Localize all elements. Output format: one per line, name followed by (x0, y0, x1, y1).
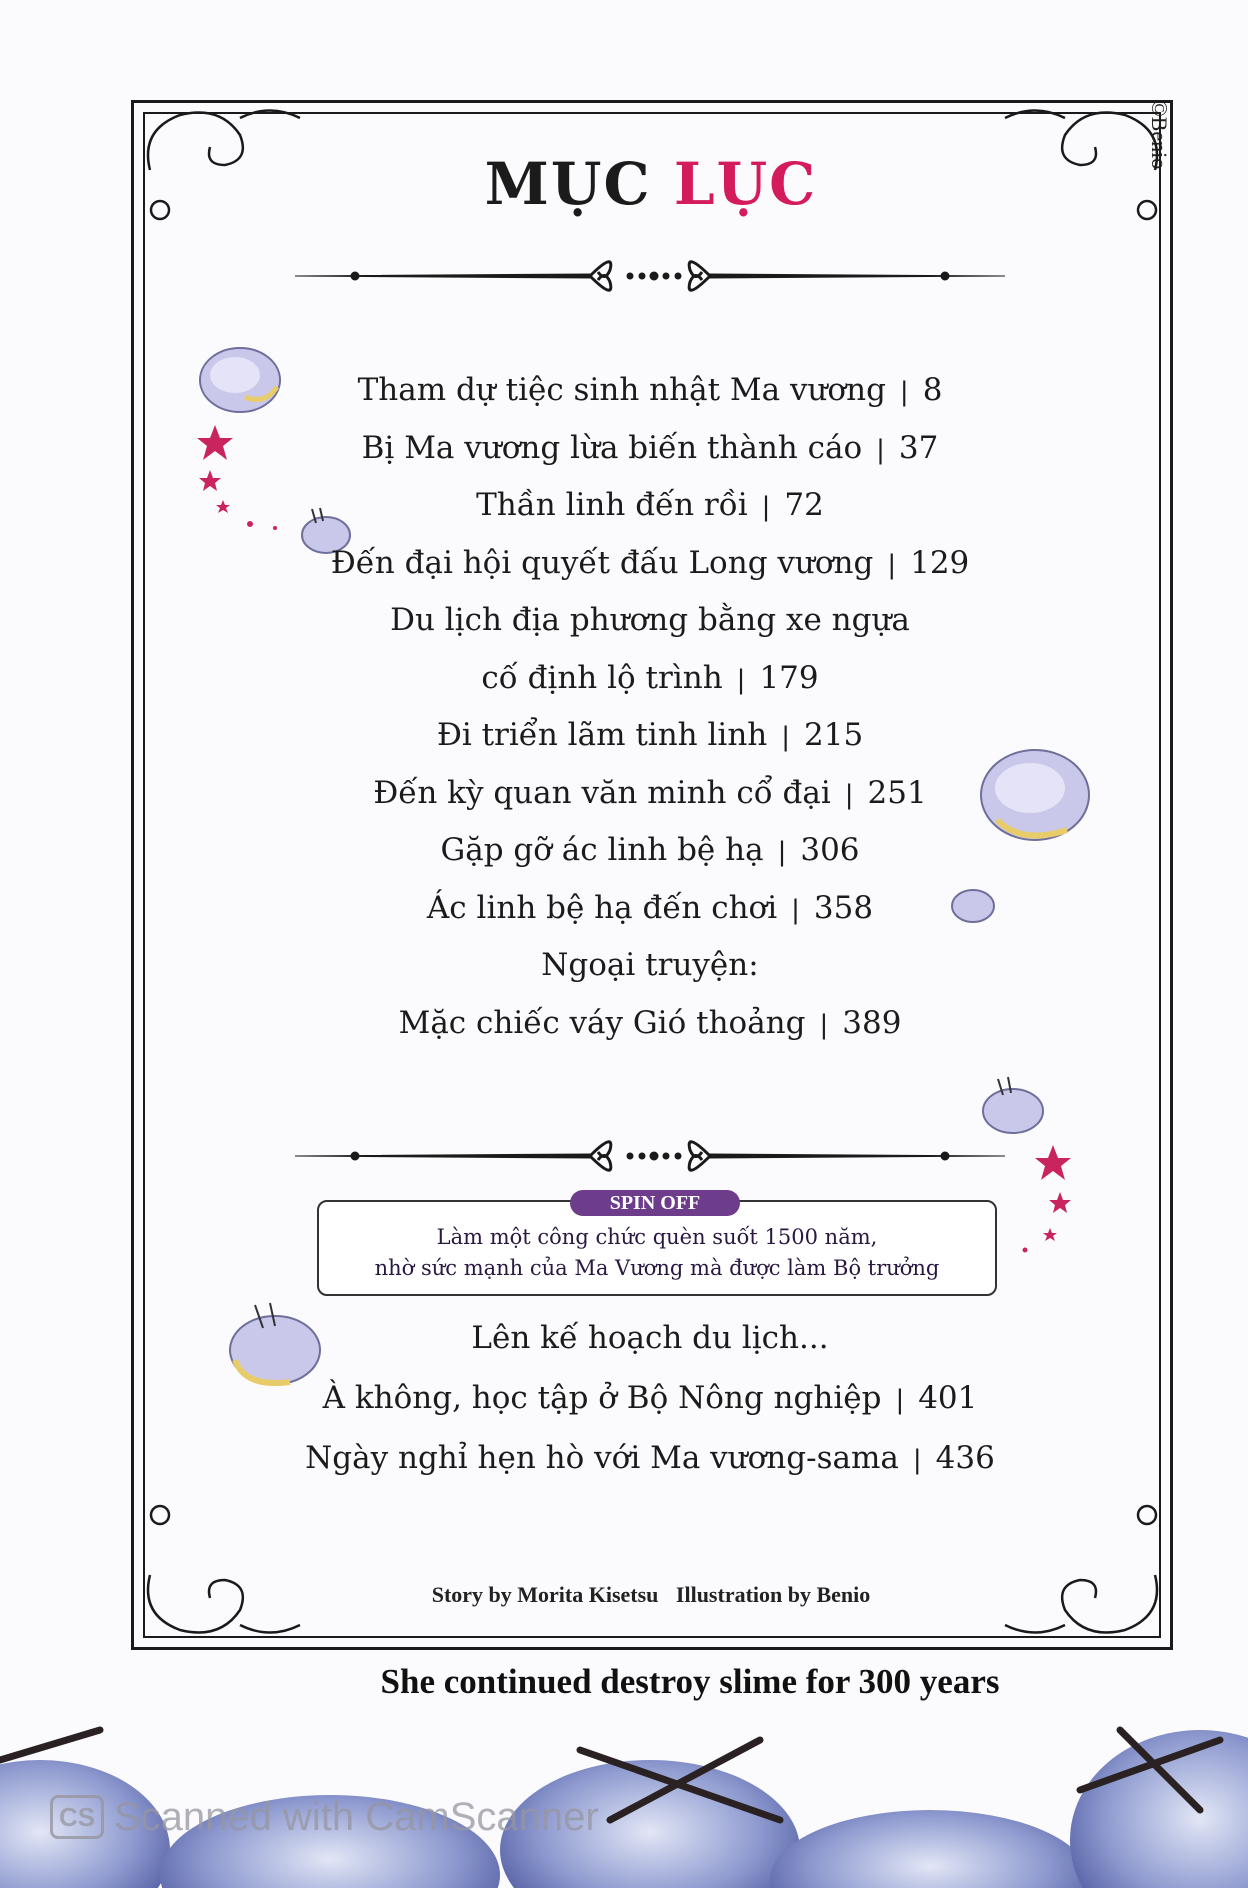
toc-entry[interactable] (240, 1368, 1060, 1428)
ornamental-divider-middle (290, 1130, 1010, 1180)
toc-separator: | (761, 492, 771, 522)
toc-entry-title: Đi triển lãm tinh linh (436, 717, 768, 753)
toc-separator: | (844, 779, 854, 810)
watermark-text: Scanned with CamScanner (114, 1794, 599, 1839)
star-trail-2 (1005, 1140, 1090, 1260)
toc-entry-title: Đến kỳ quan văn minh cổ đại (373, 774, 831, 811)
toc-separator: | (777, 837, 787, 867)
toc-entry[interactable] (240, 880, 1060, 938)
camscanner-logo-icon: CS (50, 1795, 104, 1839)
spin-off-line-2: nhờ sức mạnh của Ma Vương mà được làm Bộ trưởng (374, 1256, 940, 1280)
toc-entry[interactable] (240, 995, 1060, 1053)
toc-entry-page: 37 (898, 429, 939, 466)
toc-entry[interactable] (240, 1428, 1060, 1488)
spin-off-description (317, 1222, 997, 1284)
table-of-contents (240, 362, 1060, 1052)
toc-entry-title: Lên kế hoạch du lịch... (471, 1320, 829, 1356)
slime-illustration-5 (978, 1075, 1048, 1135)
toc-separator: | (791, 894, 800, 925)
credit-story: Story by Morita Kisetsu (431, 1582, 659, 1607)
toc-entry-title: À không, học tập ở Bộ Nông nghiệp (322, 1380, 882, 1416)
title-word-1: MỤC (484, 150, 652, 218)
toc-entry-page: 389 (842, 1004, 902, 1041)
toc-separator: | (912, 1445, 922, 1475)
toc-separator: | (736, 664, 746, 695)
toc-entry-page: 72 (784, 487, 824, 523)
toc-entry-title: Đến đại hội quyết đấu Long vương (330, 544, 874, 581)
credit-illustration: Illustration by Benio (675, 1582, 871, 1607)
tagline: She continued destroy slime for 300 years (380, 1662, 1000, 1701)
toc-separator: | (876, 434, 885, 465)
toc-entry-title: Du lịch địa phương bằng xe ngựa (390, 602, 910, 638)
toc-entry-page: 8 (922, 372, 943, 408)
toc-entry-page: 179 (759, 659, 819, 696)
toc-separator: | (819, 1009, 829, 1040)
toc-entry-title: Tham dự tiệc sinh nhật Ma vương (357, 372, 886, 408)
toc-entry-page: 436 (935, 1440, 995, 1476)
copyright-notice: ©Benio (1147, 100, 1172, 170)
toc-entry-title: Ngoại truyện: (541, 947, 759, 983)
toc-entry-title: Bị Ma vương lừa biến thành cáo (361, 429, 863, 466)
toc-entry[interactable] (240, 822, 1060, 880)
camscanner-watermark (50, 1792, 599, 1842)
toc-entry[interactable] (240, 707, 1060, 765)
toc-entry[interactable] (240, 477, 1060, 535)
toc-entry-continued[interactable] (240, 1308, 1060, 1368)
toc-entry-title: Thần linh đến rồi (476, 487, 748, 523)
toc-entry-page: 215 (804, 717, 864, 753)
toc-entry-title: Ác linh bệ hạ đến chơi (426, 889, 778, 926)
ornamental-divider-top (290, 250, 1010, 300)
toc-entry-page: 306 (800, 832, 860, 868)
credits (0, 1582, 1248, 1608)
toc-separator: | (899, 377, 909, 407)
toc-entry[interactable] (240, 362, 1060, 420)
toc-entry-title: cố định lộ trình (481, 659, 723, 696)
toc-entry-page: 401 (918, 1380, 978, 1416)
toc-separator: | (887, 549, 897, 580)
spin-off-line-1: Làm một công chức quèn suốt 1500 năm, (436, 1225, 878, 1249)
toc-section-heading (240, 937, 1060, 995)
spin-off-contents (240, 1308, 1060, 1488)
title-word-2: LỤC (673, 150, 818, 218)
toc-entry[interactable] (240, 765, 1060, 823)
toc-entry-title: Gặp gỡ ác linh bệ hạ (440, 832, 764, 868)
page-title (0, 150, 1248, 218)
toc-entry-page: 129 (910, 544, 970, 581)
toc-entry-continued[interactable] (240, 592, 1060, 650)
toc-separator: | (781, 722, 791, 752)
toc-entry-page: 358 (813, 889, 874, 926)
spin-off-badge: SPIN OFF (570, 1190, 740, 1216)
toc-separator: | (895, 1385, 905, 1415)
toc-entry[interactable] (240, 420, 1060, 478)
toc-entry-title: Mặc chiếc váy Gió thoảng (398, 1004, 806, 1041)
toc-entry[interactable] (240, 650, 1060, 708)
toc-entry[interactable] (240, 535, 1060, 593)
toc-entry-page: 251 (867, 774, 927, 811)
toc-entry-title: Ngày nghỉ hẹn hò với Ma vương-sama (305, 1440, 899, 1476)
